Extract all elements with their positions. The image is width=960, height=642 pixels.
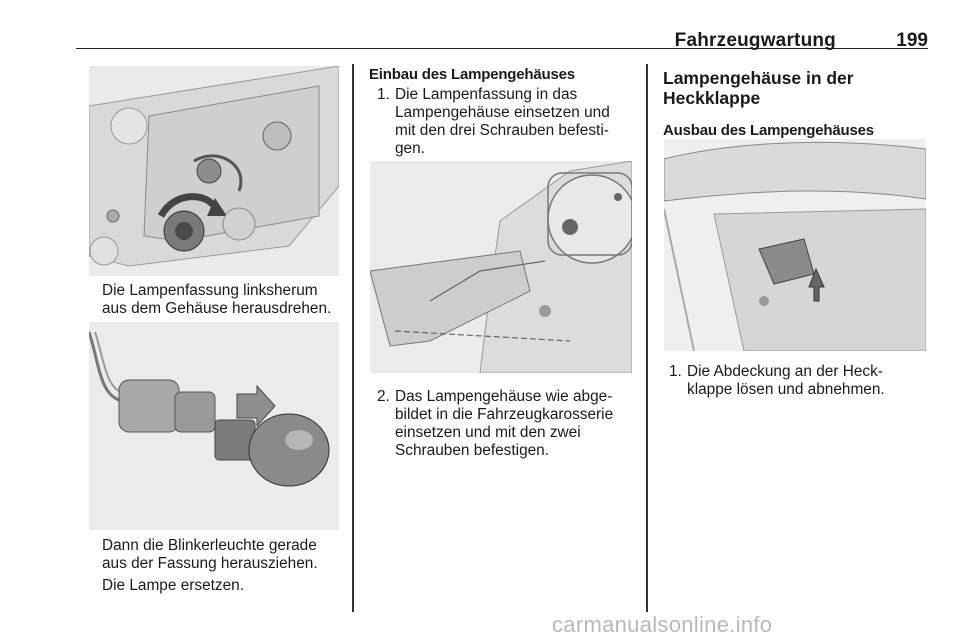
step-1: [377, 86, 610, 158]
page-number: 199: [896, 30, 928, 51]
column-divider-1: [352, 64, 354, 612]
caption-line: Die Lampenfassung linksherum: [102, 282, 318, 299]
figure-lamp-socket-removal: [89, 66, 339, 276]
step-3: [669, 363, 885, 399]
heading-line: Lampengehäuse in der: [663, 68, 854, 88]
step-text: einsetzen und mit den zwei: [395, 424, 581, 441]
caption-line: aus der Fassung herausziehen.: [102, 555, 318, 572]
caption-line: aus dem Gehäuse herausdrehen.: [102, 300, 332, 317]
step-text: Die Abdeckung an der Heck-: [687, 363, 883, 380]
page-header: [76, 0, 928, 49]
step-number: 1.: [377, 86, 390, 103]
watermark: carmanualsonline.info: [552, 612, 773, 637]
step-text: Das Lampengehäuse wie abge-: [395, 388, 613, 405]
figure-tailgate-cover: [664, 139, 926, 351]
subheading-installation: Einbau des Lampengehäuses: [369, 66, 575, 83]
heading-tailgate-lamp-housing: [663, 68, 854, 108]
figure-bulb-removal: [89, 322, 339, 530]
heading-line: Heckklappe: [663, 88, 761, 108]
column-divider-2: [646, 64, 648, 612]
figure-housing-installation: [370, 161, 632, 373]
step-text: gen.: [395, 140, 425, 157]
step-text: Schrauben befestigen.: [395, 442, 550, 459]
step-text: klappe lösen und abnehmen.: [687, 381, 885, 398]
step-text: mit den drei Schrauben befesti-: [395, 122, 609, 139]
caption-socket-removal: [102, 282, 331, 318]
caption-bulb-removal: [102, 537, 318, 573]
caption-line: Dann die Blinkerleuchte gerade: [102, 537, 317, 554]
step-text: Lampengehäuse einsetzen und: [395, 104, 610, 121]
step-text: Die Lampenfassung in das: [395, 86, 578, 103]
step-number: 1.: [669, 363, 682, 380]
step-text: bildet in die Fahrzeugkarosserie: [395, 406, 614, 423]
step-2: [377, 388, 613, 460]
subheading-removal: Ausbau des Lampengehäuses: [663, 122, 874, 139]
step-number: 2.: [377, 388, 390, 405]
section-title: Fahrzeugwartung: [674, 30, 836, 51]
caption-replace-bulb: Die Lampe ersetzen.: [102, 577, 245, 594]
